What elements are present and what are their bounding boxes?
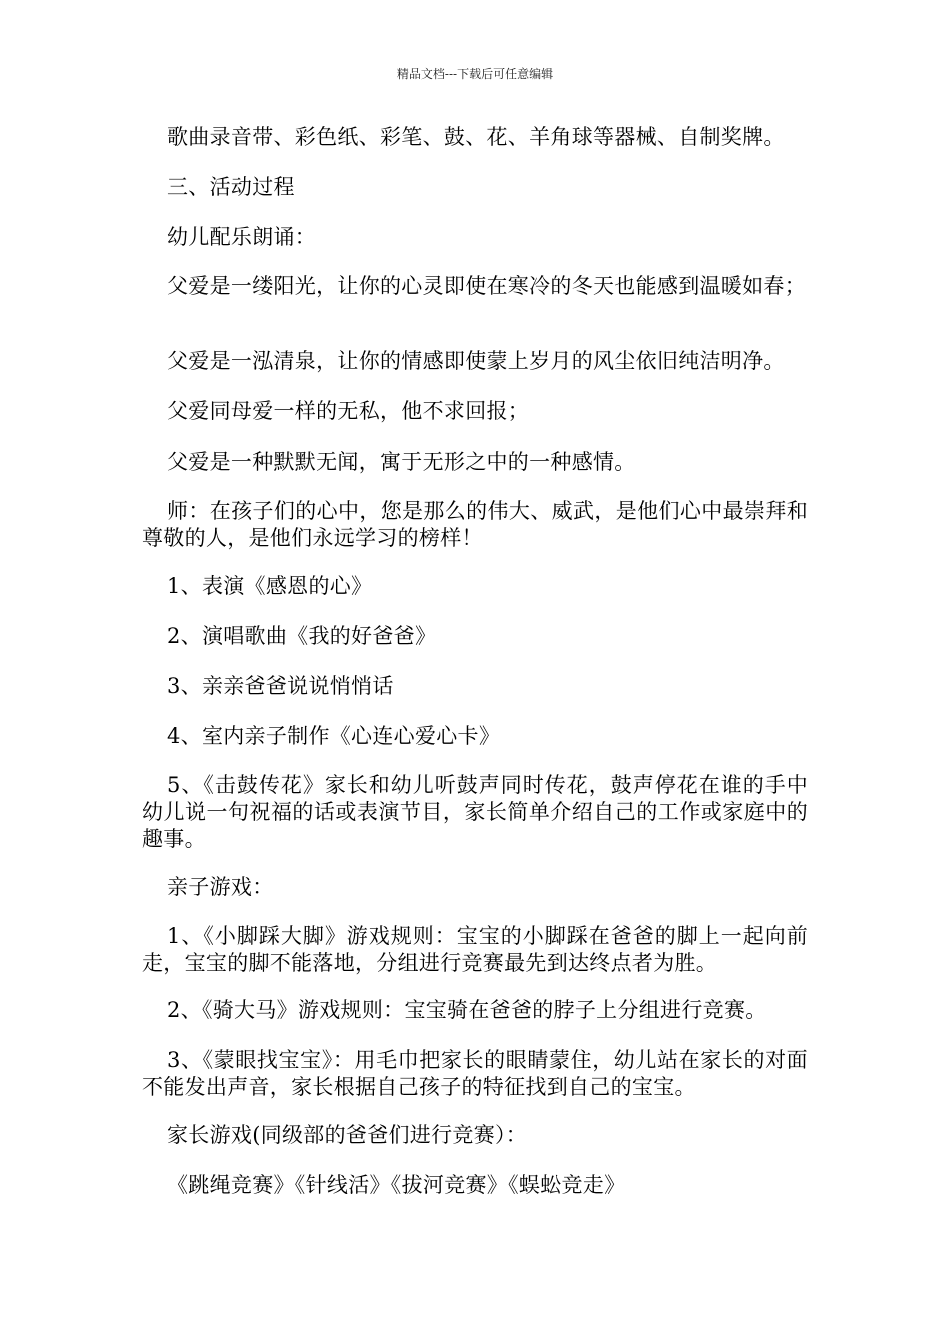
paragraph-item-5: 5、《击鼓传花》家长和幼儿听鼓声同时传花，鼓声停花在谁的手中幼儿说一句祝福的话或表演节目，家长简单介绍自己的工作或家庭中的趣事。 [142, 773, 808, 851]
paragraph-recitation-line-1: 父爱是一缕阳光，让你的心灵即使在寒冷的冬天也能感到温暖如春； [167, 274, 806, 298]
paragraph-recitation-line-3: 父爱同母爱一样的无私，他不求回报； [167, 399, 530, 423]
paragraph-teacher: 师：在孩子们的心中，您是那么的伟大、威武，是他们心中最崇拜和尊敬的人，是他们永远学习的榜样！ [142, 499, 808, 550]
paragraph-item-4: 4、室内亲子制作《心连心爱心卡》 [167, 724, 501, 748]
paragraph-recitation-title: 幼儿配乐朗诵： [167, 225, 317, 249]
paragraph-game-3: 3、《蒙眼找宝宝》：用毛巾把家长的眼睛蒙住，幼儿站在家长的对面不能发出声音，家长根据自己孩子的特征找到自己的宝宝。 [142, 1048, 808, 1099]
paragraph-item-3: 3、亲亲爸爸说说悄悄话 [167, 674, 394, 698]
paragraph-item-2: 2、演唱歌曲《我的好爸爸》 [167, 624, 437, 648]
paragraph-materials: 歌曲录音带、彩色纸、彩笔、鼓、花、羊角球等器械、自制奖牌。 [167, 125, 785, 149]
paragraph-recitation-line-4: 父爱是一种默默无闻，寓于无形之中的一种感情。 [167, 450, 636, 474]
paragraph-game-2: 2、《骑大马》游戏规则：宝宝骑在爸爸的脖子上分组进行竞赛。 [167, 998, 767, 1022]
page-header: 精品文档---下载后可任意编辑 [396, 67, 554, 81]
paragraph-game-1: 1、《小脚踩大脚》游戏规则：宝宝的小脚踩在爸爸的脚上一起向前走，宝宝的脚不能落地，分组进行竞赛最先到达终点者为胜。 [142, 924, 808, 975]
paragraph-section-heading: 三、活动过程 [167, 175, 295, 199]
paragraph-parent-games-list: 《跳绳竞赛》《针线活》《拔河竞赛》《蜈蚣竞走》 [167, 1173, 626, 1197]
paragraph-parent-games: 家长游戏(同级部的爸爸们进行竞赛）： [167, 1123, 528, 1147]
paragraph-recitation-line-2: 父爱是一泓清泉，让你的情感即使蒙上岁月的风尘依旧纯洁明净。 [167, 349, 785, 373]
paragraph-parent-child-games: 亲子游戏： [167, 875, 274, 899]
paragraph-item-1: 1、表演《感恩的心》 [167, 574, 373, 598]
